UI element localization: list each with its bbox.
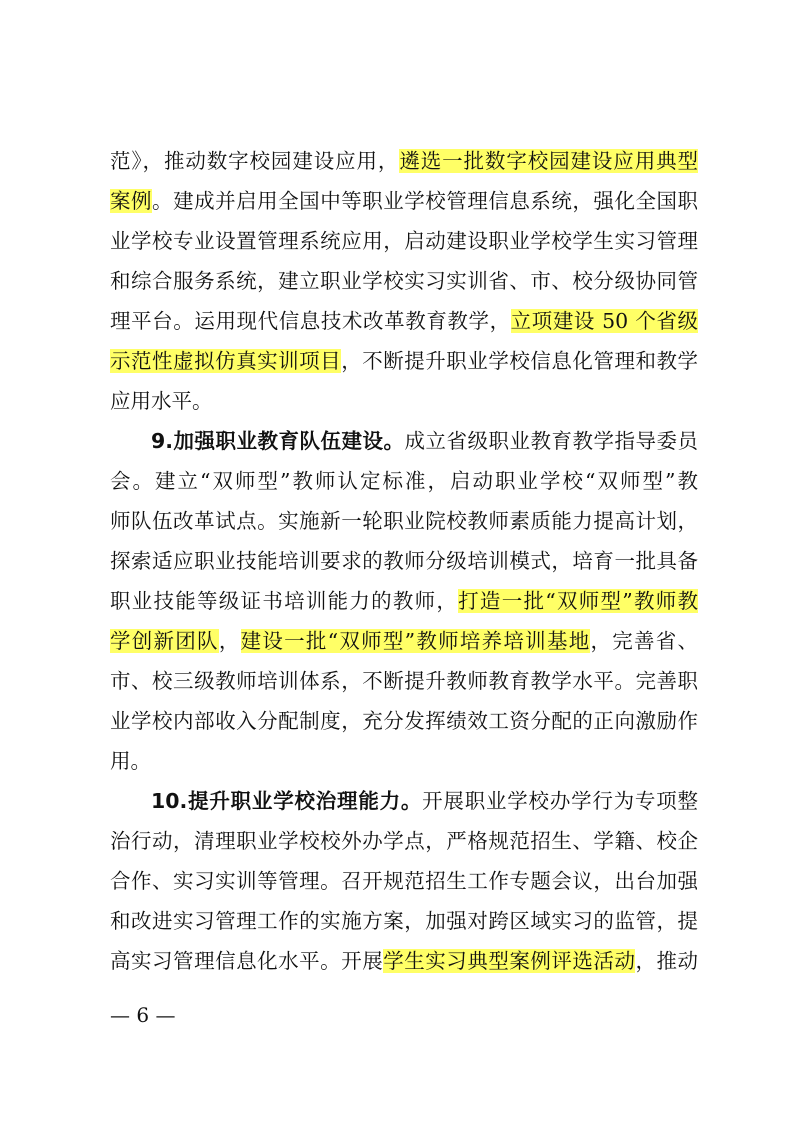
body-text: ，不断提升职业学校信息化管理和教学 — [341, 349, 698, 373]
body-line — [110, 146, 698, 176]
section-lead: 9.加强职业教育队伍建设。 — [151, 429, 405, 453]
body-text: 市、校三级教师培训体系，不断提升教师教育教学水平。完善职 — [110, 669, 698, 693]
body-text: 业学校专业设置管理系统应用，启动建设职业学校学生实习管理 — [110, 229, 698, 253]
body-text: 范》，推动数字校园建设应用， — [110, 149, 400, 173]
body-line — [110, 506, 698, 536]
body-text: 探索适应职业技能培训要求的教师分级培训模式，培育一批具备 — [110, 549, 698, 573]
body-line — [110, 466, 698, 496]
body-text: 理平台。运用现代信息技术改革教育教学， — [110, 309, 511, 333]
body-text: 和改进实习管理工作的实施方案，加强对跨区域实习的监管，提 — [110, 909, 698, 933]
body-text: 用。 — [110, 749, 151, 773]
body-line — [110, 826, 698, 856]
body-line — [110, 706, 698, 736]
highlighted-text: 示范性虚拟仿真实训项目 — [110, 349, 342, 373]
body-line — [110, 346, 698, 376]
body-line — [110, 386, 698, 416]
page-number: — 6 — — [110, 1003, 176, 1027]
body-line — [110, 906, 698, 936]
body-text: 业学校内部收入分配制度，充分发挥绩效工资分配的正向激励作 — [110, 709, 698, 733]
body-line — [110, 586, 698, 616]
body-text: 治行动，清理职业学校校外办学点，严格规范招生、学籍、校企 — [110, 829, 698, 853]
body-line — [110, 266, 698, 296]
highlighted-text: 学生实习典型案例评选活动 — [383, 949, 636, 973]
highlighted-text: 建设一批“双师型”教师培养培训基地 — [240, 629, 591, 653]
body-line — [110, 666, 698, 696]
body-text: 。建成并启用全国中等职业学校管理信息系统，强化全国职 — [152, 189, 698, 213]
highlighted-text: 立项建设 50 个省级 — [510, 309, 698, 333]
body-line — [110, 546, 698, 576]
body-line — [110, 746, 698, 776]
body-text: 会。建立“双师型”教师认定标准，启动职业学校“双师型”教 — [110, 469, 698, 493]
body-text: 应用水平。 — [110, 389, 213, 413]
body-text: 高实习管理信息化水平。开展 — [110, 949, 384, 973]
body-text: 职业技能等级证书培训能力的教师， — [110, 589, 459, 613]
highlighted-text: 遴选一批数字校园建设应用典型 — [399, 149, 698, 173]
body-line — [110, 866, 698, 896]
section-heading-line — [151, 786, 698, 816]
body-line — [110, 626, 698, 656]
body-text: 和综合服务系统，建立职业学校实习实训省、市、校分级协同管 — [110, 269, 698, 293]
body-text: ，完善省、 — [590, 629, 698, 653]
body-line — [110, 306, 698, 336]
highlighted-text: 打造一批“双师型”教师教 — [458, 589, 698, 613]
body-line — [110, 226, 698, 256]
highlighted-text: 学创新团队 — [110, 629, 219, 653]
section-lead: 10.提升职业学校治理能力。 — [151, 789, 423, 813]
body-text: ， — [218, 629, 241, 653]
body-text: 师队伍改革试点。实施新一轮职业院校教师素质能力提高计划， — [110, 509, 698, 533]
section-heading-line — [151, 426, 698, 456]
body-line — [110, 946, 698, 976]
body-line — [110, 186, 698, 216]
body-text: ，推动 — [635, 949, 698, 973]
body-text: 合作、实习实训等管理。召开规范招生工作专题会议，出台加强 — [110, 869, 698, 893]
highlighted-text: 案例 — [110, 189, 153, 213]
body-text: 成立省级职业教育教学指导委员 — [404, 429, 698, 453]
body-text: 开展职业学校办学行为专项整 — [422, 789, 698, 813]
